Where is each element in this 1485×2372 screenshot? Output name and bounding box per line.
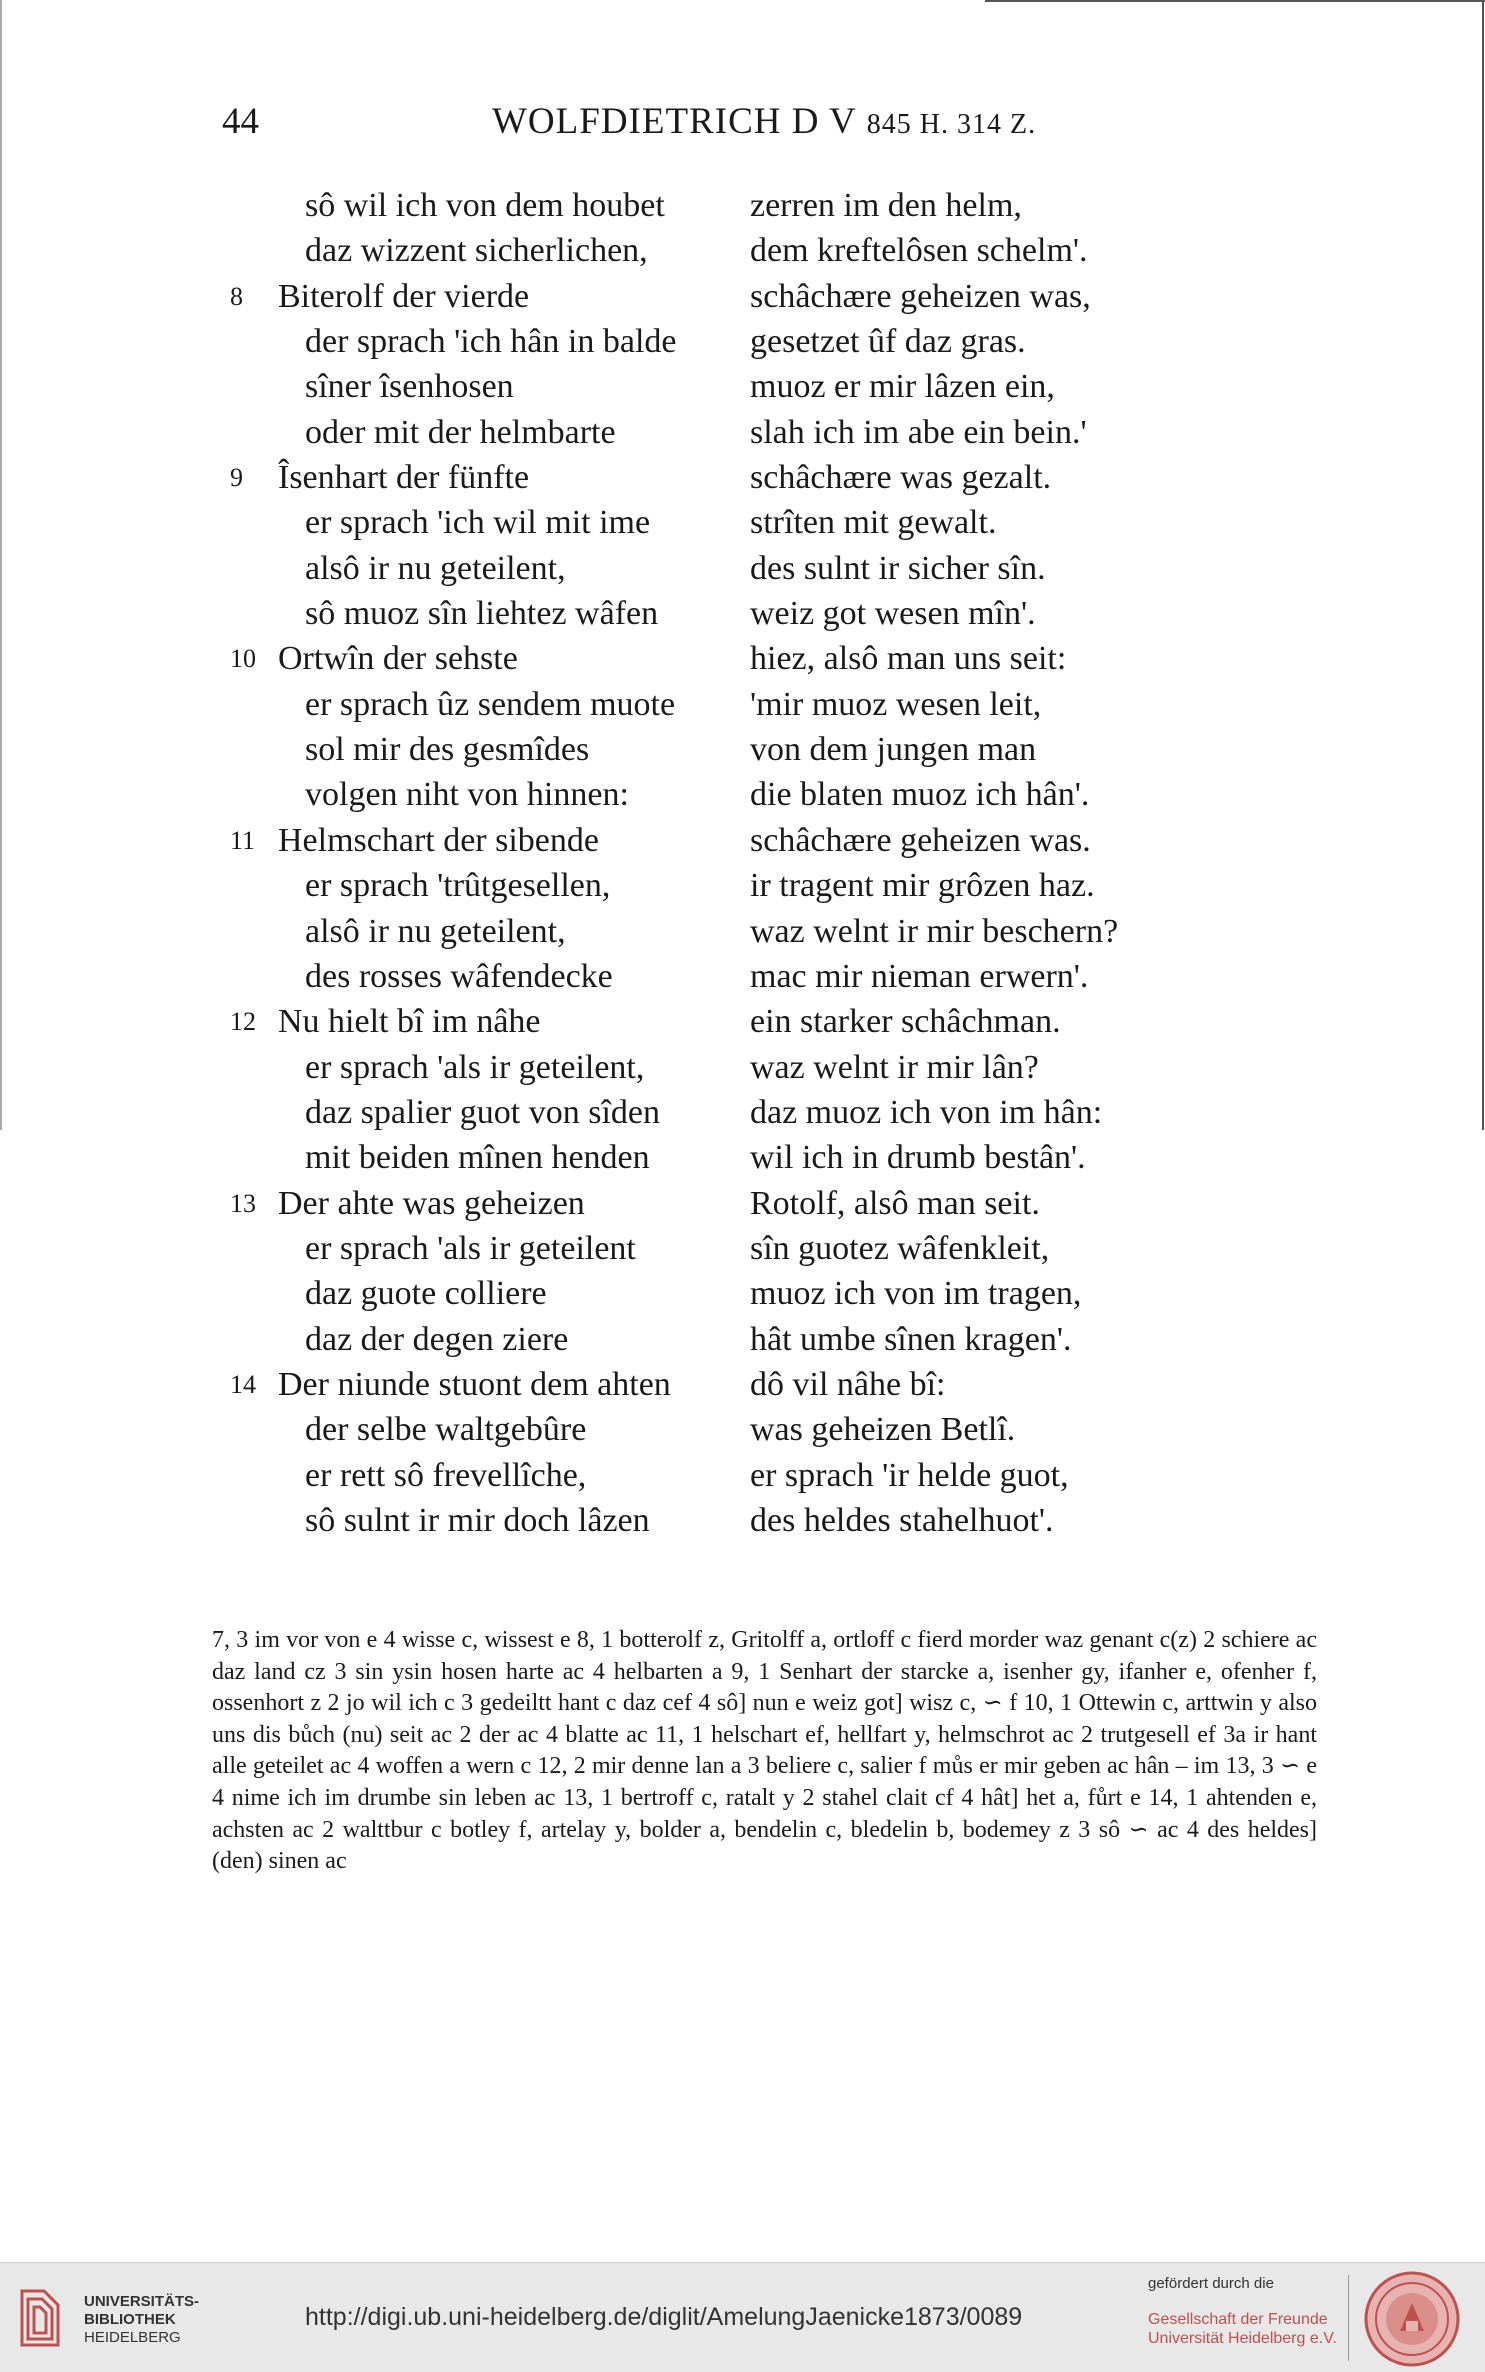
half-line-first: Ortwîn der sehste [278,640,518,678]
half-line-second: was geheizen Betlî. [750,1411,1016,1449]
half-line-first: Îsenhart der fünfte [278,459,530,497]
half-line-first: daz guote colliere [305,1275,547,1313]
library-name-line2: BIBLIOTHEK [84,2311,176,2328]
verse-line [230,410,1170,455]
strophe-number: 12 [230,1007,256,1037]
verse-reference: 845 H. 314 Z. [866,109,1037,140]
half-line-second: Rotolf, alsô man seit. [750,1184,1040,1222]
half-line-second: waz welnt ir mir lân? [750,1048,1039,1086]
scan-edge-top [985,0,1485,2]
ub-logo-icon [14,2285,66,2351]
half-line-second: slah ich im abe ein bein.' [750,413,1087,451]
half-line-second: weiz got wesen mîn'. [750,595,1036,633]
half-line-first: alsô ir nu geteilent, [305,549,566,587]
scan-edge-right [1482,0,1484,1130]
verse-line [230,546,1170,591]
strophe-number: 9 [230,463,243,493]
half-line-first: Der ahte was geheizen [278,1184,585,1222]
scan-edge-left [0,0,2,1130]
half-line-second: daz muoz ich von im hân: [750,1093,1103,1131]
library-name-line1: UNIVERSITÄTS- [84,2293,200,2310]
funder-block [1148,2275,1348,2348]
half-line-first: sô wil ich von dem houbet [305,187,665,224]
half-line-second: die blaten muoz ich hân'. [750,776,1090,814]
half-line-second: des sulnt ir sicher sîn. [750,549,1046,587]
half-line-first: des rosses wâfendecke [305,957,613,995]
verse-line [230,1045,1170,1090]
half-line-first: sol mir des gesmîdes [305,731,590,769]
permalink-url[interactable]: http://digi.ub.uni-heidelberg.de/diglit/AmelungJaenicke1873/0089 [305,2303,1023,2331]
half-line-first: sô muoz sîn liehtez wâfen [305,595,659,633]
half-line-second: des heldes stahelhuot'. [750,1501,1054,1539]
strophe-number: 13 [230,1188,256,1218]
university-seal-icon [1362,2269,1462,2369]
funded-by-label: gefördert durch die [1148,2275,1274,2292]
half-line-second: schâchære geheizen was, [750,277,1091,315]
footnotes [212,1625,1317,1878]
verse-line [230,909,1170,954]
verse-line [230,1317,1170,1362]
verse-line [230,228,1170,273]
footer-divider [1348,2275,1349,2361]
running-title [492,100,1036,143]
half-line-first: Helmschart der sibende [278,821,599,859]
half-line-first: daz spalier guot von sîden [305,1093,661,1131]
half-line-first: er sprach 'trûtgesellen, [305,867,611,905]
half-line-first: volgen niht von hinnen: [305,776,629,814]
half-line-first: oder mit der helmbarte [305,413,616,451]
half-line-second: dô vil nâhe bî: [750,1365,946,1403]
half-line-second: strîten mit gewalt. [750,504,997,542]
verse-line [230,364,1170,409]
half-line-second: dem kreftelôsen schelm'. [750,232,1088,270]
verse-line [230,818,1170,863]
half-line-first: er sprach 'ich wil mit ime [305,504,651,542]
half-line-first: daz wizzent sicherlichen, [305,232,648,270]
verse-line [230,727,1170,772]
half-line-second: hât umbe sînen kragen'. [750,1320,1072,1358]
half-line-second: 'mir muoz wesen leit, [750,685,1042,723]
verse-line [230,1090,1170,1135]
half-line-second: er sprach 'ir helde guot, [750,1456,1069,1494]
verse-line [230,682,1170,727]
verse-line [230,863,1170,908]
verse-line [230,500,1170,545]
half-line-second: gesetzet ûf daz gras. [750,323,1026,361]
verse-line [230,999,1170,1044]
verse-line [230,455,1170,500]
half-line-second: waz welnt ir mir beschern? [750,912,1119,950]
strophe-number: 10 [230,644,256,674]
half-line-first: mit beiden mînen henden [305,1139,650,1177]
verse-line [230,591,1170,636]
funder-org-line2: Universität Heidelberg e.V. [1148,2330,1337,2347]
half-line-second: hiez, alsô man uns seit: [750,640,1067,678]
footnote-text: 7, 3 im vor von e 4 wisse c, wissest e 8, 1 botterolf z, Gritolff a, ortloff c fierd morder waz genant c(z) 2 schiere ac daz land cz 3 sin ysin hosen harte ac 4 helbarten a 9, 1 Senhart der starcke a, isenher gy, ifanher e, ofenher f, ossenhort z 2 jo wil ich c 3 gedeiltt hant c daz cef 4 sô] nun e weiz got] wisz c, ∽ f 10, 1 Ottewin c, arttwin y also uns dis bůch (nu) seit ac 2 der ac 4 blatte ac 11, 1 helschart ef, hellfart y, helmschrot ac 2 trutgesell ef 3a ir hant alle geteilet ac 4 woffen a wern c 12, 2 mir denne lan a 3 beliere c, salier f můs er mir geben ac hân – im 13, 3 ∽ e 4 nime ich im drumbe sin leben ac 13, 1 bertroff c, ratalt y 2 stahel clait cf 4 hât] het a, fůrt e 14, 1 ahtenden e, achsten ac 2 walttbur c botley f, artelay y, bolder a, bendelin c, bledelin b, bodemey z 3 sô ∽ ac 4 des heldes] (den) sinen ac [212,1627,1317,1875]
strophe-number: 14 [230,1369,256,1399]
strophe-number: 11 [230,825,256,855]
funder-org-line1: Gesellschaft der Freunde [1148,2311,1328,2328]
half-line-second: schâchære was gezalt. [750,459,1052,497]
half-line-second: zerren im den helm, [750,187,1022,224]
half-line-second: ir tragent mir grôzen haz. [750,867,1095,905]
half-line-second: ein starker schâchman. [750,1003,1061,1041]
verse-line [230,772,1170,817]
library-name-line3: HEIDELBERG [84,2329,181,2346]
half-line-second: von dem jungen man [750,731,1037,769]
half-line-second: mac mir nieman erwern'. [750,957,1089,995]
page-header [222,100,1052,150]
running-title-text: WOLFDIETRICH D V [492,101,857,142]
verse-line [230,1407,1170,1452]
verse-line [230,1271,1170,1316]
half-line-first: sô sulnt ir mir doch lâzen [305,1501,650,1539]
verse-line [230,954,1170,999]
half-line-second: muoz ich von im tragen, [750,1275,1082,1313]
half-line-first: er sprach ûz sendem muote [305,685,676,723]
verse-block [230,183,1170,1543]
verse-line [230,319,1170,364]
verse-line [230,274,1170,319]
verse-line [230,1226,1170,1271]
half-line-first: der sprach 'ich hân in balde [305,323,677,361]
half-line-first: er rett sô frevellîche, [305,1456,587,1494]
page-number: 44 [222,101,259,142]
half-line-first: sîner îsenhosen [305,368,514,406]
half-line-first: er sprach 'als ir geteilent [305,1229,636,1267]
verse-line [230,1181,1170,1226]
verse-line [230,1362,1170,1407]
half-line-first: Nu hielt bî im nâhe [278,1003,541,1041]
half-line-first: Der niunde stuont dem ahten [278,1365,671,1403]
half-line-first: er sprach 'als ir geteilent, [305,1048,645,1086]
verse-line [230,1135,1170,1180]
library-name [84,2293,199,2347]
half-line-second: muoz er mir lâzen ein, [750,368,1055,406]
verse-line [230,183,1170,228]
footer-bar [0,2262,1485,2372]
verse-line [230,1498,1170,1543]
half-line-first: daz der degen ziere [305,1320,569,1358]
half-line-first: der selbe waltgebûre [305,1411,587,1449]
half-line-second: wil ich in drumb bestân'. [750,1139,1086,1177]
verse-line [230,636,1170,681]
half-line-first: alsô ir nu geteilent, [305,912,566,950]
half-line-second: schâchære geheizen was. [750,821,1091,859]
strophe-number: 8 [230,281,243,311]
half-line-second: sîn guotez wâfenkleit, [750,1229,1050,1267]
verse-line [230,1453,1170,1498]
half-line-first: Biterolf der vierde [278,277,530,315]
